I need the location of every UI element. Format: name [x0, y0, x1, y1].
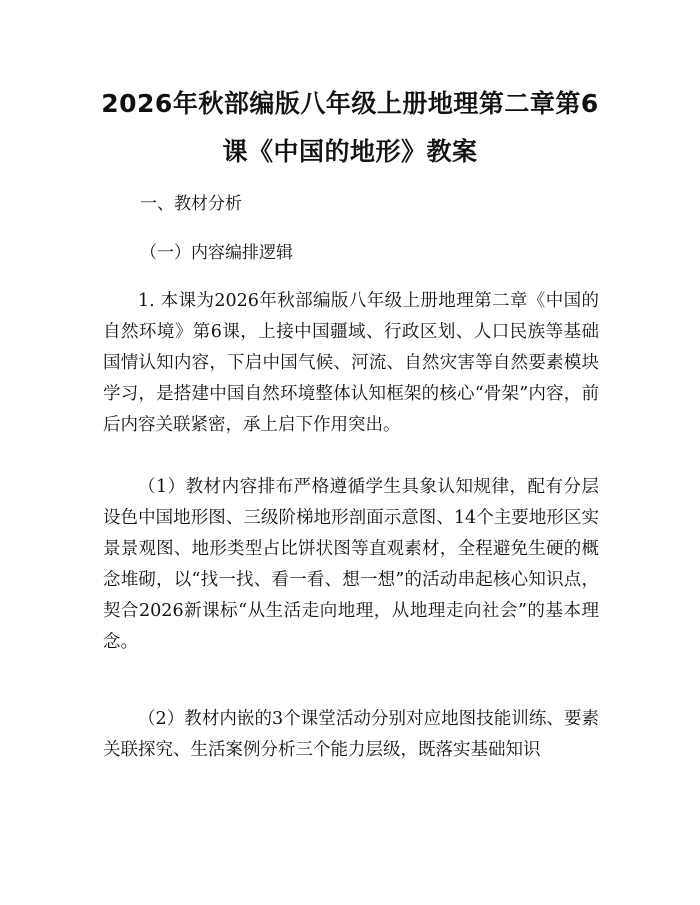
subsection-heading: （一）内容编排逻辑: [140, 243, 293, 263]
paragraph-1: 1. 本课为2026年秋部编版八年级上册地理第二章《中国的自然环境》第6课，上接中国疆域、行政区划、人口民族等基础国情认知内容，下启中国气候、河流、自然灾害等自然要素模块学习，是搭建中国自然环境整体认知框架的核心“骨架”内容，前后内容关联紧密，承上启下作用突出。: [103, 291, 599, 435]
section-heading: 一、教材分析: [140, 194, 242, 214]
document-title-line-1: 2026年秋部编版八年级上册地理第二章第6: [101, 89, 599, 118]
paragraph-3: （2）教材内嵌的3个课堂活动分别对应地图技能训练、要素关联探究、生活案例分析三个能力层级，既落实基础知识: [103, 709, 599, 760]
document-title-line-2: 课《中国的地形》教案: [222, 137, 478, 166]
paragraph-2: （1）教材内容排布严格遵循学生具象认知规律，配有分层设色中国地形图、三级阶梯地形剖面示意图、14个主要地形区实景景观图、地形类型占比饼状图等直观素材，全程避免生硬的概念堆砌，以“找一找、看一看、想一想”的活动串起核心知识点，契合2026新课标“从生活走向地理，从地理走向社会”的基本理念。: [103, 477, 599, 652]
